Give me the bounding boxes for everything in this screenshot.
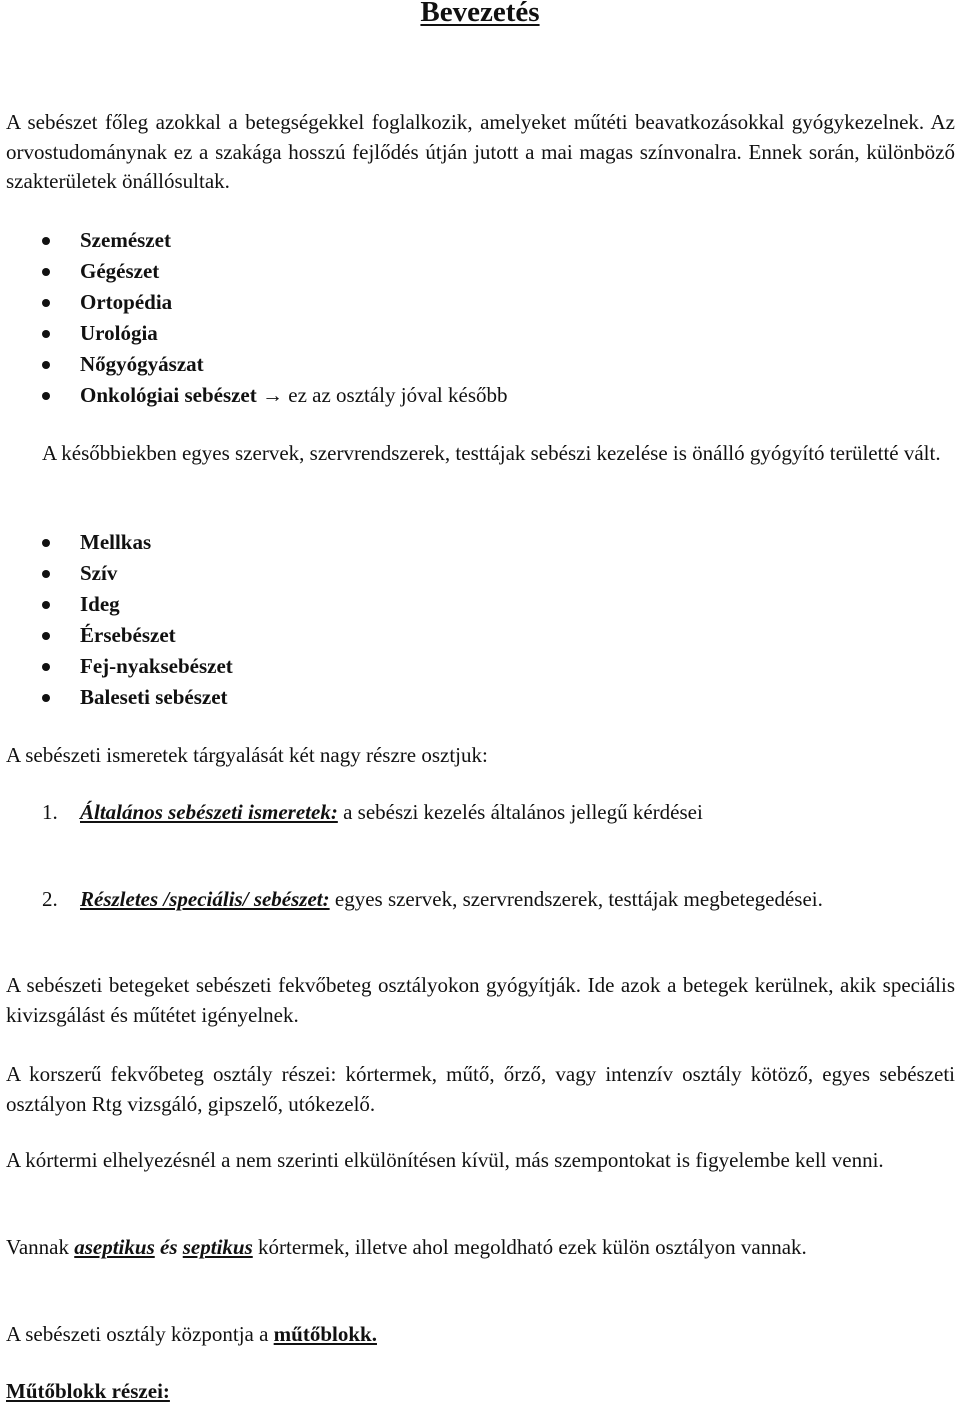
list-item: Baleseti sebészet [42,682,233,713]
bullet-icon [42,330,50,338]
ward-parts-paragraph: A korszerű fekvőbeteg osztály részei: kórtermek, műtő, őrző, vagy intenzív osztály kötöző, egyes sebészeti osztályon Rtg vizsgáló, gipszelő, utókezelő. [6,1062,955,1116]
specialty-list [42,225,508,411]
septic-term: septikus [182,1235,253,1259]
list-item: Onkológiai sebészet → ez az osztály jóval később [42,380,508,411]
ward-paragraph: A sebészeti betegeket sebészeti fekvőbeteg osztályokon gyógyítják. Ide azok a betegek kerülnek, akik speciális kivizsgálást és műtétet igényelnek. [6,973,955,1027]
center-paragraph: A sebészeti osztály központja a műtőblokk. [6,1322,377,1346]
item-term: Részletes /speciális/ sebészet: [80,887,330,911]
bullet-icon [42,694,50,702]
bullet-icon [42,601,50,609]
aseptic-term: aseptikus [74,1235,155,1259]
item-body [42,885,955,915]
item-term: Általános sebészeti ismeretek: [80,800,338,824]
list-item: Érsebészet [42,620,233,651]
bullet-icon [42,268,50,276]
list-item: Szemészet [42,225,508,256]
rooms-paragraph: A kórtermi elhelyezésnél a nem szerinti elkülönítésen kívül, más szempontokat is figyelembe kell venni. [6,1148,884,1172]
aseptic-paragraph: Vannak aseptikus és septikus kórtermek, illetve ahol megoldható ezek külön osztályon vannak. [6,1235,807,1259]
list-item: Nőgyógyászat [42,349,508,380]
operating-block-term: műtőblokk. [273,1322,377,1346]
list-item: Mellkas [42,527,233,558]
list-item: Gégészet [42,256,508,287]
bullet-icon [42,663,50,671]
bullet-icon [42,361,50,369]
list-item: Fej-nyaksebészet [42,651,233,682]
bullet-icon [42,539,50,547]
bullet-icon [42,632,50,640]
section-heading: Műtőblokk részei: [6,1379,170,1403]
organ-specialty-list [42,527,233,713]
numbered-item-1 [42,798,955,828]
item-text: egyes szervek, szervrendszerek, testtájak megbetegedései. [329,887,823,911]
numbered-item-2 [42,885,955,915]
item-text: a sebészi kezelés általános jellegű kérdései [337,800,703,824]
item-body [80,798,955,828]
item-number: 2. [42,887,58,911]
intro-paragraph: A sebészet főleg azokkal a betegségekkel foglalkozik, amelyeket műtéti beavatkozásokkal gyógykezelnek. Az orvostudománynak ez a szakága hosszú fejlődés útján jutott a mai magas színvonalra. Ennek során, különböző szakterületek önállósultak. [6,110,955,193]
page-title: Bevezetés [420,0,540,28]
bullet-icon [42,299,50,307]
bullet-icon [42,392,50,400]
list-item: Ortopédia [42,287,508,318]
list-item: Szív [42,558,233,589]
split-paragraph: A sebészeti ismeretek tárgyalását két nagy részre osztjuk: [6,743,488,767]
list-item: Urológia [42,318,508,349]
later-paragraph: A későbbiekben egyes szervek, szervrendszerek, testtájak sebészi kezelése is önálló gyógyító területté vált. [42,441,941,465]
list-item-note: → ez az osztály jóval később [256,383,508,407]
bullet-icon [42,237,50,245]
list-item: Ideg [42,589,233,620]
bullet-icon [42,570,50,578]
item-number: 1. [42,800,58,824]
